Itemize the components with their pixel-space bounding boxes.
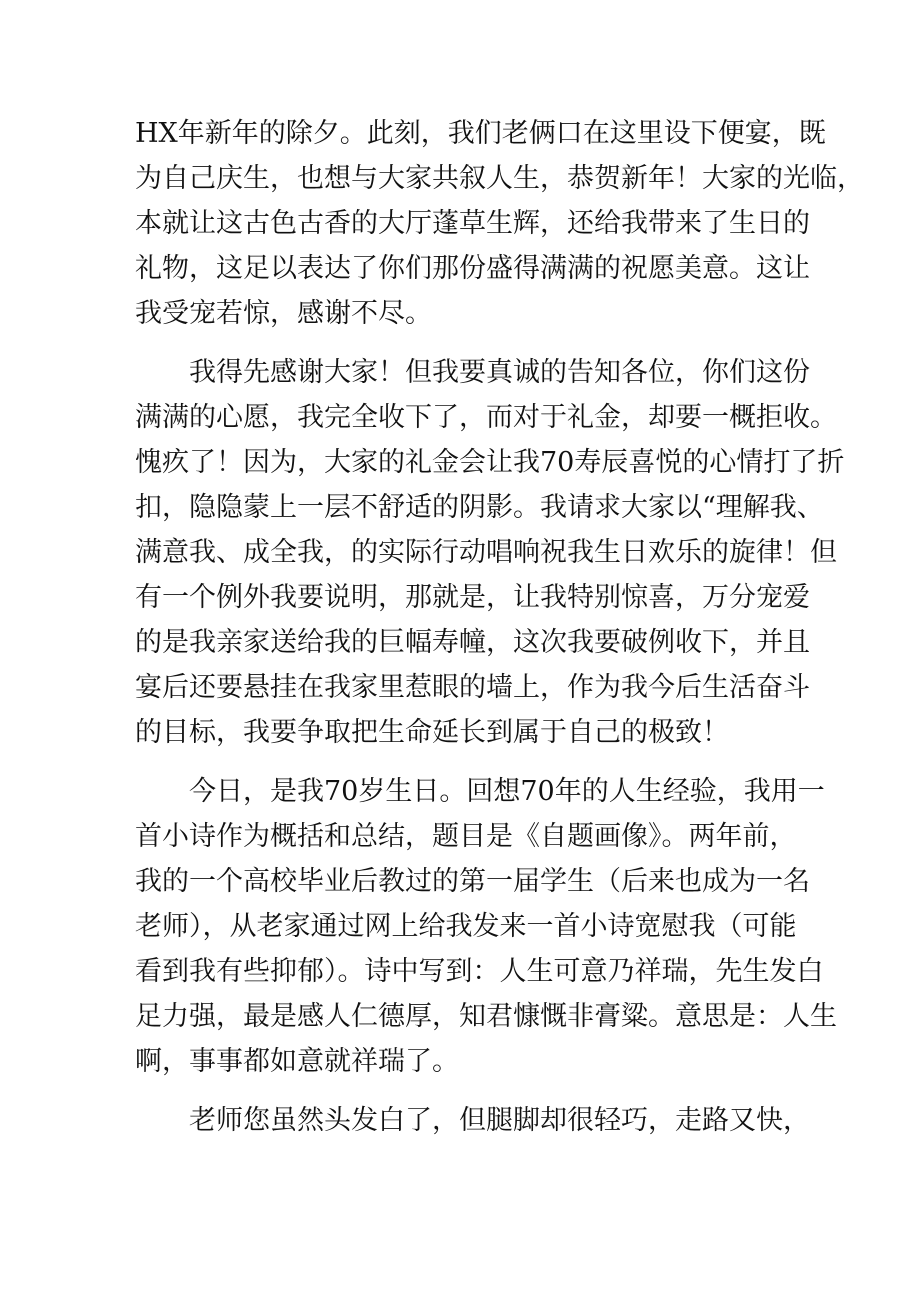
- text-line: 满满的心愿，我完全收下了，而对于礼金，却要一概拒收。: [135, 402, 837, 433]
- text-line: 礼物，这足以表达了你们那份盛得满满的祝愿美意。这让: [135, 253, 810, 284]
- text-line: 啊，事事都如意就祥瑞了。: [135, 1046, 459, 1077]
- text-line: HX年新年的除夕。此刻，我们老俩口在这里设下便宴，既: [135, 118, 826, 149]
- text-line: 首小诗作为概括和总结，题目是《自题画像》。两年前，: [135, 821, 797, 852]
- text-line: 看到我有些抑郁）。诗中写到：人生可意乃祥瑞，先生发白: [135, 956, 824, 987]
- text-line: 足力强，最是感人仁德厚，知君慷慨非膏粱。意思是：人生: [135, 1001, 837, 1032]
- text-line: 的目标，我要争取把生命延长到属于自己的极致！: [135, 717, 729, 748]
- text-line: 为自己庆生，也想与大家共叙人生，恭贺新年！大家的光临，: [135, 163, 864, 194]
- text-line: 愧疚了！因为，大家的礼金会让我70寿辰喜悦的心情打了折: [135, 447, 845, 478]
- text-line: 我的一个高校毕业后教过的第一届学生（后来也成为一名: [135, 866, 810, 897]
- text-line: 今日，是我70岁生日。回想70年的人生经验，我用一: [189, 776, 825, 807]
- text-line: 我受宠若惊，感谢不尽。: [135, 298, 432, 329]
- text-line: 老师您虽然头发白了，但腿脚却很轻巧，走路又快，: [189, 1105, 810, 1136]
- text-line: 的是我亲家送给我的巨幅寿幢，这次我要破例收下，并且: [135, 627, 810, 658]
- text-line: 本就让这古色古香的大厅蓬草生辉，还给我带来了生日的: [135, 208, 810, 239]
- text-line: 扣，隐隐蒙上一层不舒适的阴影。我请求大家以“理解我、: [135, 492, 824, 523]
- text-line: 宴后还要悬挂在我家里惹眼的墙上，作为我今后生活奋斗: [135, 672, 810, 703]
- text-line: 我得先感谢大家！但我要真诚的告知各位，你们这份: [189, 357, 810, 388]
- text-line: 有一个例外我要说明，那就是，让我特别惊喜，万分宠爱: [135, 582, 810, 613]
- text-line: 满意我、成全我，的实际行动唱响祝我生日欢乐的旋律！但: [135, 537, 837, 568]
- text-line: 老师），从老家通过网上给我发来一首小诗宽慰我（可能: [135, 911, 797, 942]
